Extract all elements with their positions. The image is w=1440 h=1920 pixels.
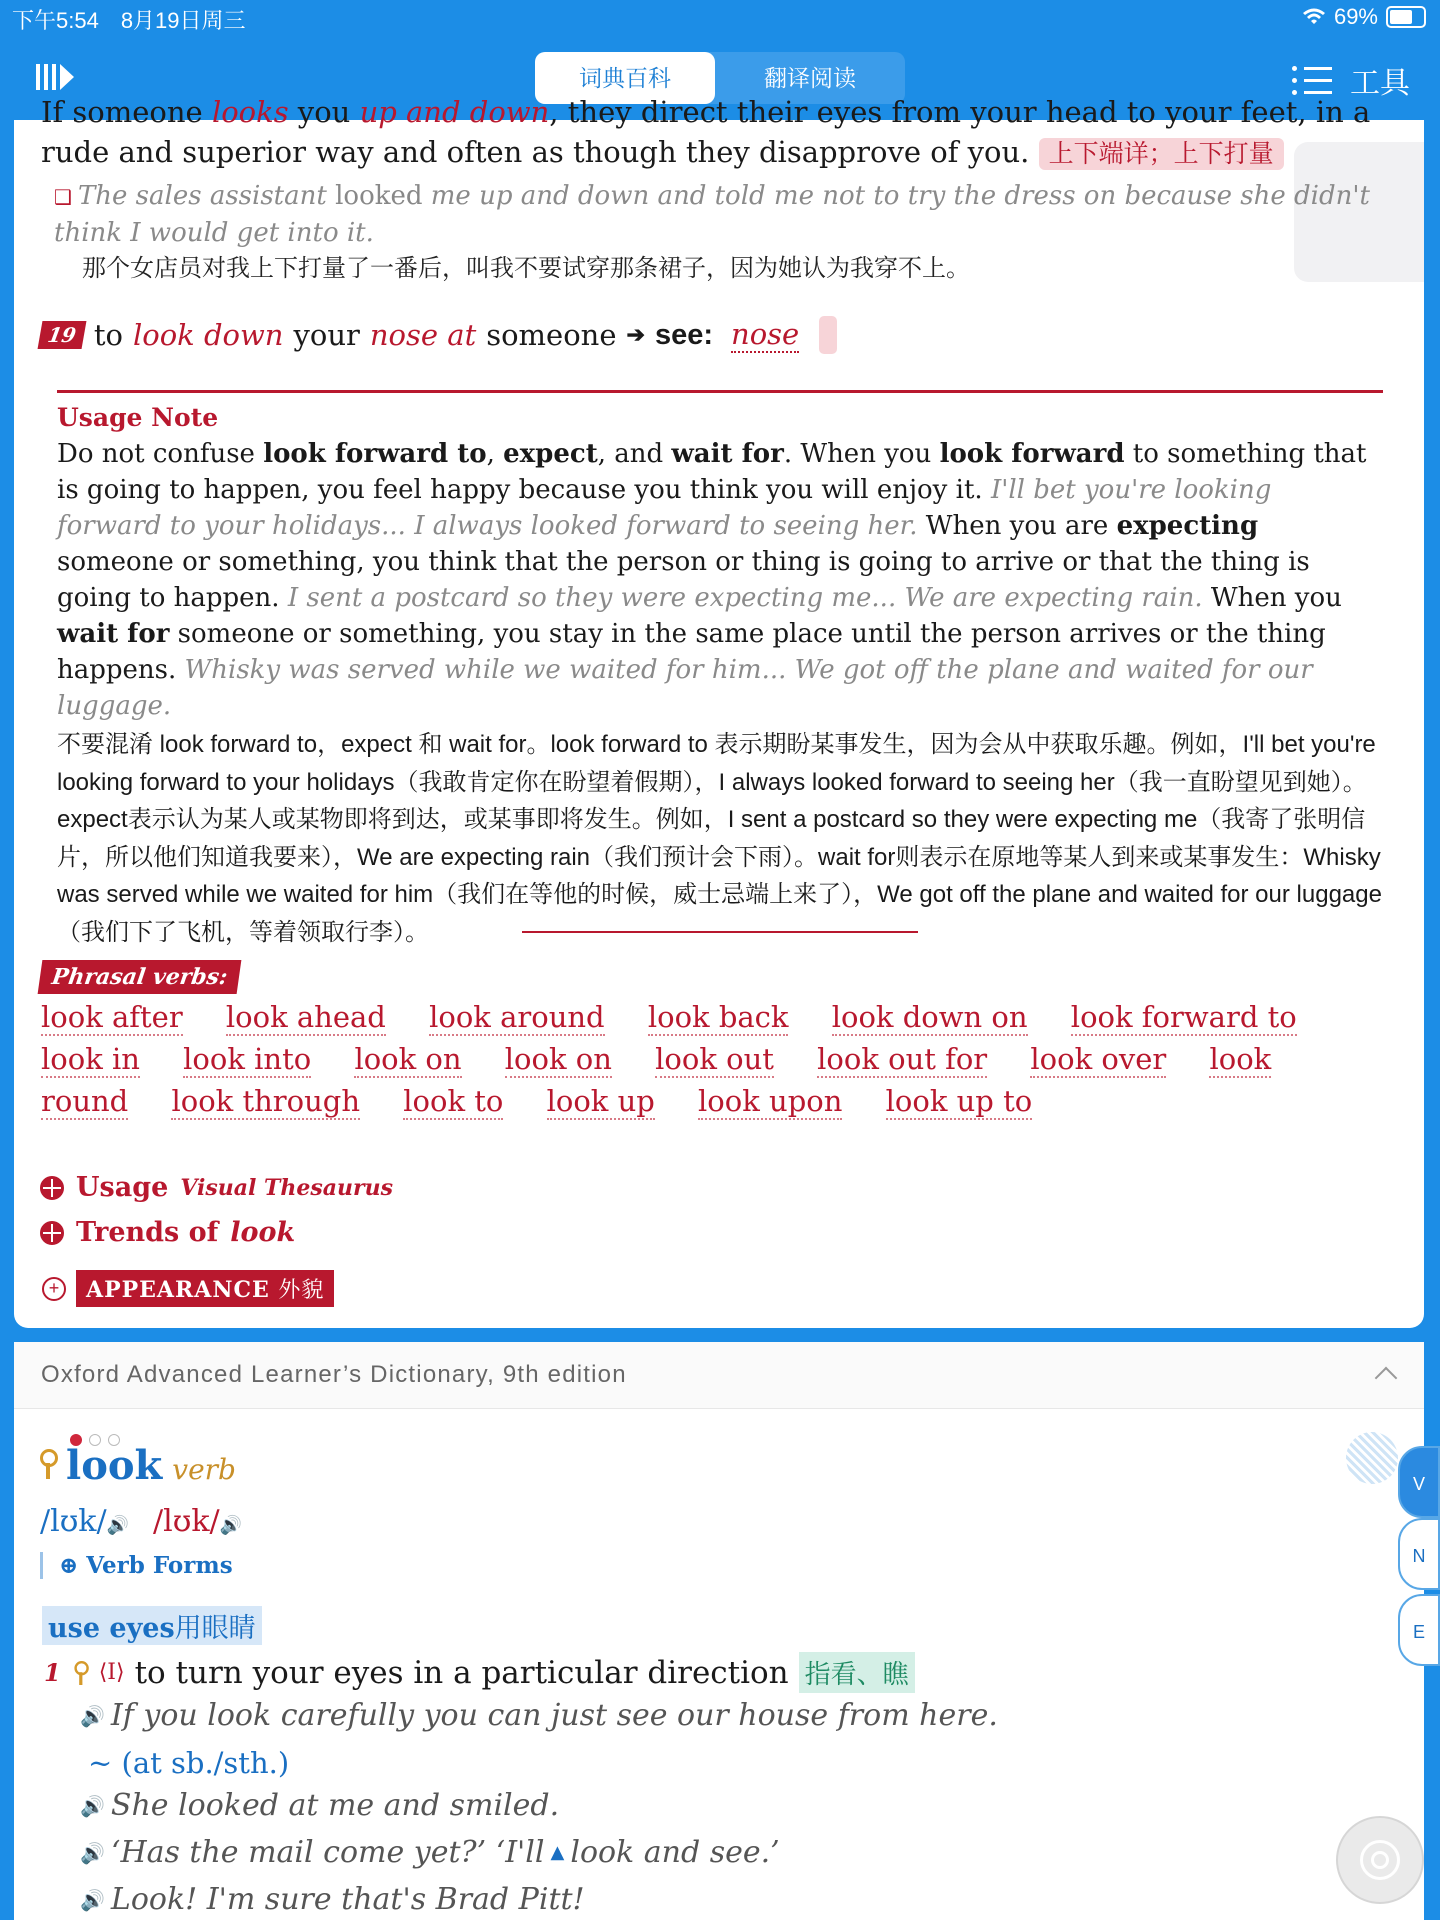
pron-us[interactable] xyxy=(153,1504,242,1539)
phrasal-verb-link[interactable]: look out xyxy=(655,1042,774,1076)
usage-example: Whisky was served while we waited for him... We got off the plane and waited for our luggage. xyxy=(57,655,1313,721)
pronunciation-row xyxy=(40,1504,242,1539)
appearance-zh: 外貌 xyxy=(278,1277,325,1302)
example-text: ‘Has the mail come yet?’ ‘I'll xyxy=(110,1835,545,1870)
usage-text: Do not confuse xyxy=(57,439,264,469)
usage-text: , xyxy=(486,439,504,469)
headword: look xyxy=(66,1442,163,1489)
section-divider xyxy=(522,931,918,933)
wifi-icon xyxy=(1302,8,1326,26)
sense-number-badge: 19 xyxy=(38,321,87,349)
appearance-button[interactable] xyxy=(76,1270,334,1307)
appearance-label: APPEARANCE xyxy=(86,1277,270,1303)
trends-word: look xyxy=(230,1217,296,1248)
tab-translate-read[interactable]: 翻译阅读 xyxy=(764,65,856,91)
arrow-icon: ➔ xyxy=(626,322,645,348)
example-text: me up and down and told me not to try the dress on because she didn't think I would get into it. xyxy=(54,181,1370,248)
shortcut-label xyxy=(42,1606,262,1645)
battery-icon xyxy=(1386,6,1426,28)
sense-text: to xyxy=(93,318,123,352)
key-icon xyxy=(38,1449,56,1479)
cross-ref-link-nose[interactable]: nose xyxy=(731,317,800,351)
pron-uk[interactable] xyxy=(40,1504,129,1539)
example-3 xyxy=(80,1835,780,1870)
phrasal-verb-link[interactable]: look to xyxy=(403,1084,504,1118)
see-label: see: xyxy=(654,318,714,351)
key-icon xyxy=(73,1661,87,1685)
headword-row xyxy=(38,1442,236,1489)
def-text: , they direct their eyes from your head to your feet, in a rude and superior way and often as though they disapprove of you. xyxy=(41,95,1371,169)
pron-uk-text: /lʊk/ xyxy=(40,1504,107,1539)
status-right xyxy=(1302,4,1426,30)
side-tab-n[interactable]: N xyxy=(1398,1518,1440,1590)
usage-example: I'll bet you're looking forward to your holidays... I always looked forward to seeing her. xyxy=(57,475,1272,541)
side-tab-e[interactable]: E xyxy=(1398,1594,1440,1666)
example-text: The sales assistant xyxy=(77,181,336,211)
def-text: If someone xyxy=(41,95,212,129)
phrasal-verb-link[interactable]: look out for xyxy=(817,1042,988,1076)
usage-bold: expecting xyxy=(1116,511,1259,541)
visual-thesaurus-label: Visual Thesaurus xyxy=(180,1174,393,1201)
speaker-icon[interactable]: 🔊 xyxy=(80,1840,105,1865)
phrasal-verb-link[interactable]: look in xyxy=(41,1042,140,1076)
usage-example: I sent a postcard so they were expecting me... We are expecting rain. xyxy=(287,583,1203,613)
side-tab-v[interactable]: V xyxy=(1398,1446,1440,1518)
speaker-icon[interactable]: 🔊 xyxy=(80,1703,105,1728)
speaker-icon[interactable]: 🔊 xyxy=(219,1515,243,1536)
oald-entry-card xyxy=(14,1342,1424,1920)
phrasal-verb-link[interactable]: look round xyxy=(41,1042,1272,1118)
example-text: If you look carefully you can just see our house from here. xyxy=(110,1698,998,1733)
phrasal-verb-link[interactable]: look over xyxy=(1030,1042,1167,1076)
usage-bold: wait for xyxy=(57,619,170,649)
phrasal-verb-link[interactable]: look into xyxy=(183,1042,312,1076)
example-translation: 那个女店员对我上下打量了一番后，叫我不要试穿那条裙子，因为她认为我穿不上。 xyxy=(82,255,970,282)
phrasal-verbs-badge: Phrasal verbs: xyxy=(38,960,242,994)
appearance-thesaurus[interactable] xyxy=(42,1270,334,1307)
verb-pattern: ~ (at sb./sth.) xyxy=(88,1746,290,1780)
example-keyword: looked xyxy=(335,181,423,211)
library-icon[interactable] xyxy=(36,62,78,92)
speaker-icon[interactable]: 🔊 xyxy=(80,1887,105,1912)
phrasal-verb-link[interactable]: look up xyxy=(546,1084,655,1118)
usage-note-title: Usage Note xyxy=(57,403,219,432)
usage-text: someone or something, you think that the person or thing is going to arrive or that the thing is going to happen. xyxy=(57,547,1310,613)
triangle-marker-icon: ▲ xyxy=(550,1842,565,1863)
def-translation: 上下端详；上下打量 xyxy=(1039,138,1284,170)
phrasal-verb-link[interactable]: look upon xyxy=(698,1084,843,1118)
usage-link-label: Usage xyxy=(76,1172,169,1203)
sense-translation: 指看、瞧 xyxy=(799,1652,915,1693)
phrasal-verb-link[interactable]: look down on xyxy=(831,1000,1028,1034)
collins-entry-card xyxy=(14,95,1424,1328)
def-text: you xyxy=(288,95,360,129)
sense-definition: to turn your eyes in a particular direction xyxy=(134,1654,789,1691)
pattern-icon[interactable] xyxy=(1346,1432,1398,1484)
dictionary-header[interactable] xyxy=(14,1342,1424,1409)
expand-plus-icon xyxy=(40,1176,64,1200)
example-text: She looked at me and smiled. xyxy=(110,1788,560,1823)
usage-text: someone or something, you stay in the same place until the person arrives or the thing happens. xyxy=(57,619,1326,685)
phrasal-verb-link[interactable]: look after xyxy=(41,1000,183,1034)
battery-fill xyxy=(1390,10,1412,24)
sense-19 xyxy=(40,316,837,354)
usage-bold: look forward to xyxy=(263,439,487,469)
phrasal-verbs-list xyxy=(41,996,1391,1122)
shortcut-en: use eyes xyxy=(48,1613,175,1644)
usage-bold: wait for xyxy=(671,439,784,469)
phrasal-verb-link[interactable]: look around xyxy=(429,1000,605,1034)
shortcut-zh: 用眼睛 xyxy=(174,1613,256,1643)
example-1 xyxy=(80,1698,998,1733)
def-keyword: looks xyxy=(211,95,289,129)
usage-note-body xyxy=(57,436,1383,724)
example-text: look and see.’ xyxy=(570,1835,780,1870)
phrasal-verb-link[interactable]: look back xyxy=(647,1000,789,1034)
sense-number: 1 xyxy=(44,1658,61,1687)
status-bar xyxy=(0,0,1440,38)
expand-plus-icon: + xyxy=(42,1277,66,1301)
usage-note xyxy=(57,390,1383,951)
phrasal-verb-link[interactable]: look on xyxy=(504,1042,612,1076)
tab-dictionary[interactable]: 词典百科 xyxy=(535,52,715,104)
usage-expander[interactable] xyxy=(40,1172,393,1203)
phrasal-verb-link[interactable]: look ahead xyxy=(225,1000,386,1034)
battery-percent: 69% xyxy=(1333,4,1378,29)
list-menu-icon xyxy=(1292,65,1332,95)
trends-label: Trends of xyxy=(76,1217,219,1248)
tools-label: 工具 xyxy=(1350,67,1410,100)
def-keyword: up and down xyxy=(359,95,550,129)
example-text: Look! I'm sure that's Brad Pitt! xyxy=(110,1882,585,1917)
usage-bold: expect xyxy=(503,439,598,469)
usage-note-translation: 不要混淆 look forward to，expect 和 wait for。look forward to 表示期盼某事发生，因为会从中获取乐趣。例如，I'll bet you're looking forward to your holidays（我敢肯定你在盼望着假期），I always looked forward to seeing her（我一直盼望见到她）。expect表示认为某人或某物即将到达，或某事即将发生。例如，I sent a postcard so they were expecting me（我寄了张明信片，所以他们知道我要来），We are expecting rain（我们预计会下雨）。wait for则表示在原地等某人到来或某事发生：Whisky was served while we waited for him（我们在等他的时候，威士忌端上来了），We got off the plane and waited for our luggage（我们下了飞机，等着领取行李）。 xyxy=(57,731,1382,946)
usage-text: When you xyxy=(1202,583,1342,613)
phrasal-verb-link[interactable]: look forward to xyxy=(1070,1000,1297,1034)
part-of-speech: verb xyxy=(172,1453,236,1486)
sense-keyword: nose at xyxy=(369,318,477,352)
bullet-square-icon: ❑ xyxy=(54,185,72,209)
speaker-icon[interactable]: 🔊 xyxy=(80,1793,105,1818)
assistive-touch-button[interactable] xyxy=(1336,1816,1424,1904)
translation-placeholder[interactable] xyxy=(819,316,837,354)
sense-1 xyxy=(44,1652,915,1693)
chevron-up-icon[interactable] xyxy=(1375,1367,1398,1390)
dictionary-title: Oxford Advanced Learner’s Dictionary, 9th edition xyxy=(41,1361,627,1388)
example-4 xyxy=(80,1882,585,1917)
example-2 xyxy=(80,1788,559,1823)
definition-18 xyxy=(41,92,1401,174)
phrasal-verb-link[interactable]: look up to xyxy=(885,1084,1033,1118)
usage-text: to something that is going to happen, you feel happy because you think you will enjoy it. xyxy=(57,439,1367,505)
pron-us-text: /lʊk/ xyxy=(153,1504,220,1539)
sense-text: someone xyxy=(486,318,617,352)
verb-forms-toggle[interactable]: ⊕ Verb Forms xyxy=(40,1552,233,1579)
usage-text: , and xyxy=(597,439,672,469)
sense-text: your xyxy=(293,318,360,352)
usage-text: . When you xyxy=(783,439,940,469)
expand-plus-icon xyxy=(40,1221,64,1245)
speaker-icon[interactable]: 🔊 xyxy=(106,1515,130,1536)
trends-expander[interactable] xyxy=(40,1217,295,1248)
status-time: 下午5:54 8月19日周三 xyxy=(12,8,246,33)
grammar-code: ⟨I⟩ xyxy=(98,1660,125,1685)
sense-keyword: look down xyxy=(132,318,284,352)
phrasal-verb-link[interactable]: look on xyxy=(354,1042,462,1076)
usage-bold: look forward xyxy=(939,439,1125,469)
example-block xyxy=(54,178,1394,287)
usage-text: When you are xyxy=(917,511,1117,541)
phrasal-verb-link[interactable]: look through xyxy=(171,1084,361,1118)
